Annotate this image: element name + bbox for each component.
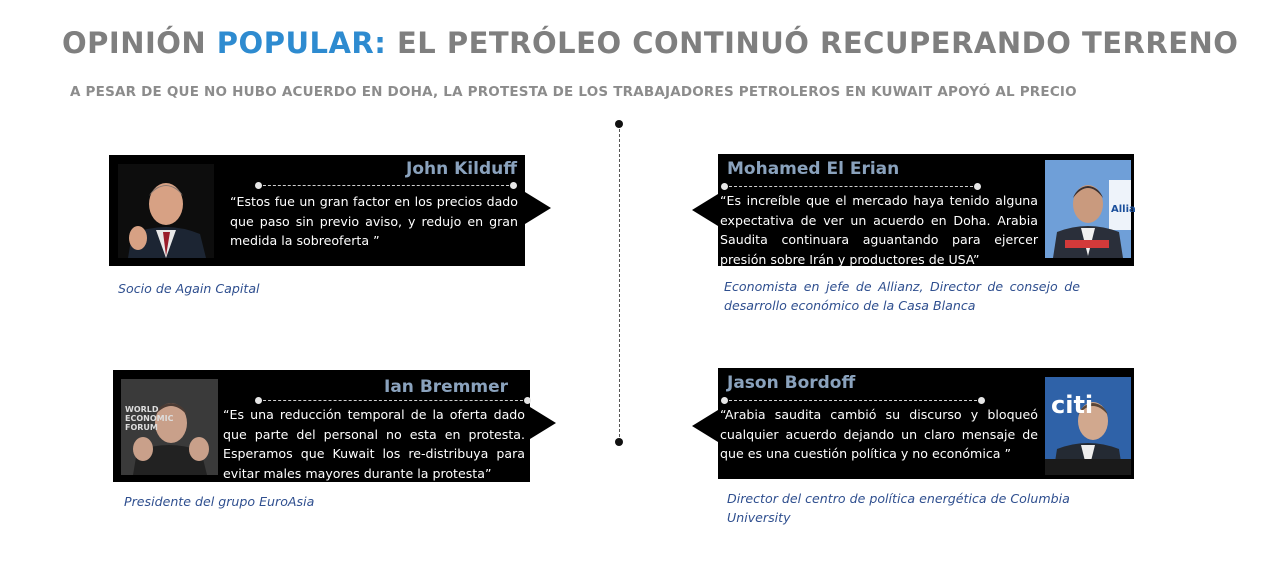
quote-text-kilduff: “Estos fue un gran factor en los precios dado que paso sin previo aviso, y redujo en gran medida la sobreoferta ” xyxy=(230,194,518,248)
speaker-name-el-erian: Mohamed El Erian xyxy=(727,159,900,179)
separator-bordoff xyxy=(724,400,982,401)
separator-el-erian xyxy=(724,186,978,187)
timeline-dot-top xyxy=(615,120,623,128)
quote-text-bremmer: “Es una reducción temporal de la oferta dado que parte del personal no esta en protesta. Esperamos que Kuwait los re-distribuya para evitar males mayores durante la protesta” xyxy=(223,407,525,481)
separator-kilduff xyxy=(258,185,514,186)
pointer-arrow-el-erian xyxy=(692,194,718,226)
timeline-divider xyxy=(619,124,620,442)
allianz-logo-text: Allia xyxy=(1111,204,1136,215)
speaker-role-kilduff: Socio de Again Capital xyxy=(118,281,260,296)
timeline-dot-bottom xyxy=(615,438,623,446)
pointer-arrow-bremmer xyxy=(530,407,556,439)
avatar-bordoff xyxy=(1045,377,1131,475)
quote-text-el-erian: “Es increíble que el mercado haya tenido alguna expectativa de ver un acuerdo en Doha. Arabia Saudita continuara aguantando para ejercer presión sobre Irán y productores de USA” xyxy=(720,193,1038,267)
pointer-arrow-kilduff xyxy=(525,192,551,224)
speaker-role-bordoff: Director del centro de política energética de Columbia University xyxy=(727,491,1070,525)
pointer-arrow-bordoff xyxy=(692,410,718,442)
quote-card-bremmer xyxy=(113,370,530,482)
quote-card-kilduff xyxy=(109,155,525,266)
citi-logo-text: citi xyxy=(1051,391,1094,419)
speaker-name-bordoff: Jason Bordoff xyxy=(727,373,856,393)
title-prefix: OPINIÓN xyxy=(62,26,217,60)
title-accent: POPULAR: xyxy=(216,26,387,60)
page-subtitle: A PESAR DE QUE NO HUBO ACUERDO EN DOHA, LA PROTESTA DE LOS TRABAJADORES PETROLEROS EN KUWAIT APOYÓ AL PRECIO xyxy=(70,84,1077,100)
speaker-name-bremmer: Ian Bremmer xyxy=(384,377,509,397)
quote-card-el-erian xyxy=(718,154,1134,266)
speaker-name-kilduff: John Kilduff xyxy=(406,159,517,179)
quote-text-bordoff: “Arabia saudita cambió su discurso y bloqueó cualquier acuerdo dejando un claro mensaje de que es una cuestión política y no económica ” xyxy=(720,407,1038,461)
speaker-role-bremmer: Presidente del grupo EuroAsia xyxy=(124,494,315,509)
avatar-bremmer xyxy=(121,379,218,475)
avatar-el-erian xyxy=(1045,160,1136,258)
quote-card-bordoff xyxy=(718,368,1134,479)
separator-bremmer xyxy=(258,400,528,401)
title-rest: EL PETRÓLEO CONTINUÓ RECUPERANDO TERRENO xyxy=(386,26,1239,60)
speaker-role-el-erian: Economista en jefe de Allianz, Director de consejo de desarrollo económico de la Casa Blanca xyxy=(724,279,1080,313)
wef-logo-text: WORLD ECONOMIC FORUM xyxy=(125,405,174,432)
avatar-kilduff xyxy=(118,164,214,258)
page-title xyxy=(62,26,1238,60)
